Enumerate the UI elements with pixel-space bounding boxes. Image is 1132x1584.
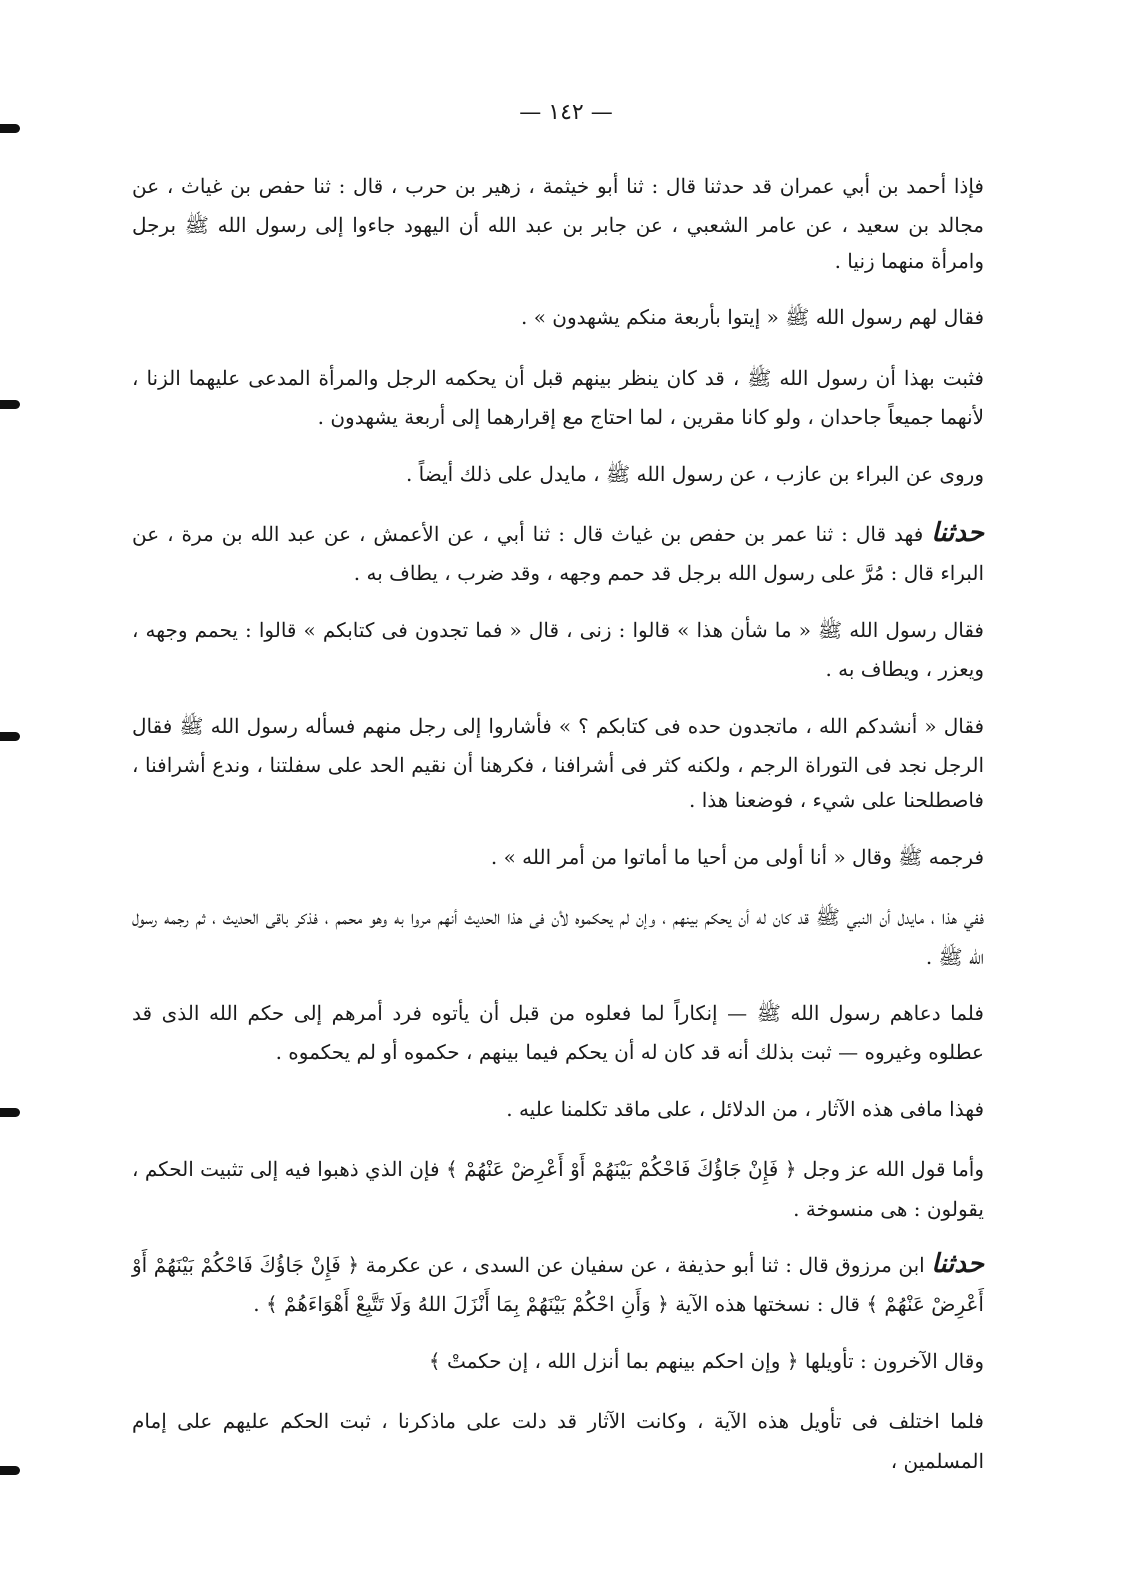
- paragraph: [132, 293, 984, 339]
- paragraph-text: فهذا مافى هذه الآثار ، من الدلائل ، على ماقد تكلمنا عليه .: [506, 1097, 984, 1121]
- binding-mark: [0, 124, 20, 133]
- paragraph: [132, 354, 984, 436]
- binding-mark: [0, 1466, 20, 1475]
- paragraph-text: فإذا أحمد بن أبي عمران قد حدثنا قال : ثنا أبو خيثمة ، زهير بن حرب ، قال : ثنا حفص بن غياث ، عن مجالد بن سعيد ، عن عامر الشعبي ، عن جابر بن عبد الله أن اليهود جاءوا إلى رسول الله ﷺ برجل وامرأة منهما زنيا .: [132, 174, 984, 273]
- paragraph: [132, 1337, 984, 1383]
- paragraph-text: وقال الآخرون : تأويلها ﴿ وإن احكم بينهم بما أنزل الله ، إن حكمتْ ﴾: [428, 1348, 984, 1373]
- body-text: [132, 162, 984, 1493]
- paragraph: [132, 702, 984, 819]
- paragraph: [132, 1397, 984, 1479]
- paragraph-text: وأما قول الله عز وجل ﴿ فَإِنْ جَاؤُكَ فَاحْكُمْ بَيْنَهُمْ أَوْ أَعْرِضْ عَنْهُمْ ﴾ فإن الذي ذهبوا فيه إلى تثبيت الحكم ، يقولون : هى منسوخة .: [132, 1157, 984, 1221]
- paragraph: [132, 450, 984, 496]
- paragraph-text: فلما اختلف فى تأويل هذه الآية ، وكانت الآثار قد دلت على ماذكرنا ، ثبت الحكم عليهم على إمام المسلمين ،: [132, 1409, 984, 1473]
- page-number: — ١٤٢ —: [519, 100, 613, 125]
- paragraph-text: ففي هذا ، مايدل أن النبي ﷺ قد كان له أن يحكم بينهم ، وإن لم يحكموه لأن فى هذا الحديث أنهم مروا به وهو محمم ، فذكر باقى الحديث ، ثم رجمه رسول الله ﷺ .: [132, 905, 984, 969]
- binding-mark: [0, 1108, 20, 1117]
- paragraph-text: فقال لهم رسول الله ﷺ « إيتوا بأربعة منكم يشهدون » .: [521, 305, 984, 330]
- paragraph: [132, 1241, 984, 1323]
- paragraph: [132, 833, 984, 879]
- paragraph: [132, 1145, 984, 1227]
- paragraph-text: فلما دعاهم رسول الله ﷺ — إنكاراً لما فعلوه من قبل أن يأتوه فرد أمرهم إلى حكم الله الذى قد عطلوه وغيروه — ثبت بذلك أنه قد كان له أن يحكم فيما بينهم ، حكموه أو لم يحكموه .: [132, 1001, 984, 1065]
- paragraph-text: ابن مرزوق قال : ثنا أبو حذيفة ، عن سفيان عن السدى ، عن عكرمة ﴿ فَإِنْ جَاؤُكَ فَاحْكُمْ بَيْنَهُمْ أَوْ أَعْرِضْ عَنْهُمْ ﴾ قال : نسختها هذه الآية ﴿ وَأَنِ احْكُمْ بَيْنَهُمْ بِمَا أَنْزَلَ اللهُ وَلَا تَتَّبِعْ أَهْوَاءَهُمْ ﴾ .: [132, 1253, 984, 1317]
- paragraph-text: فقال « أنشدكم الله ، ماتجدون حده فى كتابكم ؟ » فأشاروا إلى رجل منهم فسأله رسول الله ﷺ فقال الرجل نجد فى التوراة الرجم ، ولكنه كثر فى أشرافنا ، فكرهنا أن نقيم الحد على سفلتنا ، وندع أشرافنا ، فاصطلحنا على شيء ، فوضعنا هذا .: [132, 713, 984, 813]
- binding-mark: [0, 400, 20, 409]
- paragraph-lead: حدثنا: [931, 1249, 984, 1280]
- paragraph-text: وروى عن البراء بن عازب ، عن رسول الله ﷺ ، مايدل على ذلك أيضاً .: [405, 461, 984, 486]
- binding-mark: [0, 732, 20, 741]
- paragraph-text: فثبت بهذا أن رسول الله ﷺ ، قد كان ينظر بينهم قبل أن يحكمه الرجل والمرأة المدعى عليهما الزنا ، لأنهما جميعاً جاحدان ، ولو كانا مقرين ، لما احتاج مع إقرارهما إلى أربعة يشهدون .: [132, 365, 984, 429]
- paragraph-lead: حدثنا: [931, 517, 984, 548]
- paragraph-text: فقال رسول الله ﷺ « ما شأن هذا » قالوا : زنى ، قال « فما تجدون فى كتابكم » قالوا : يحمم وجهه ، ويعزر ، ويطاف به .: [132, 617, 984, 681]
- paragraph: [132, 989, 984, 1071]
- paragraph: [132, 162, 984, 279]
- paragraph: [132, 606, 984, 688]
- paragraph-text: فرجمه ﷺ وقال « أنا أولى من أحيا ما أماتوا من أمر الله » .: [490, 845, 984, 870]
- paragraph: [132, 1085, 984, 1131]
- paragraph: [132, 893, 984, 975]
- paragraph-text: فهد قال : ثنا عمر بن حفص بن غياث قال : ثنا أبي ، عن الأعمش ، عن عبد الله بن مرة ، عن البراء قال : مُرَّ على رسول الله برجل قد حمم وجهه ، وقد ضرب ، يطاف به .: [132, 521, 984, 586]
- paragraph: [132, 510, 984, 592]
